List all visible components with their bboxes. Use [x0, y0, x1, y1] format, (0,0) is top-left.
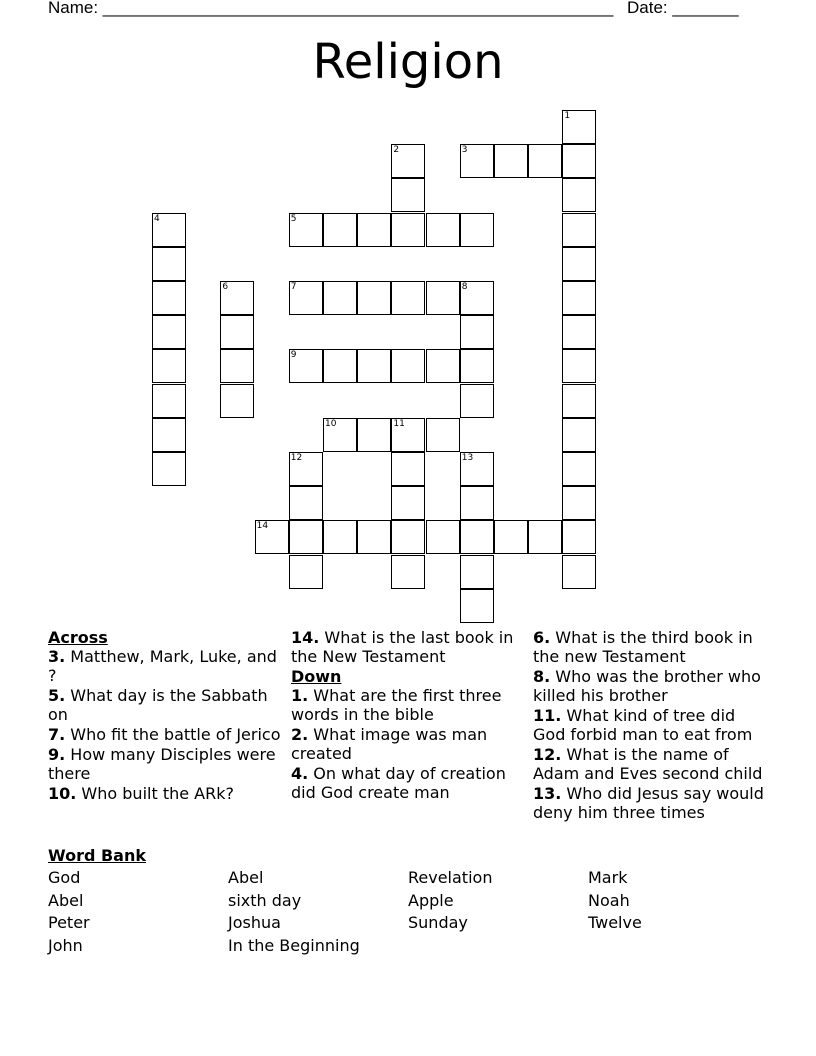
grid-cell[interactable] — [562, 520, 596, 554]
grid-cell[interactable] — [152, 315, 186, 349]
grid-cell[interactable] — [357, 213, 391, 247]
grid-cell[interactable] — [460, 315, 494, 349]
clue-number-label: 1. — [291, 686, 309, 705]
grid-cell[interactable] — [289, 555, 323, 589]
clue-number-label: 3. — [48, 647, 66, 666]
grid-cell[interactable] — [460, 555, 494, 589]
clues-column-1 — [48, 628, 284, 804]
clue-text: What is the name of Adam and Eves second child — [533, 745, 763, 783]
clue-number: 1 — [564, 111, 571, 121]
grid-cell[interactable] — [220, 384, 254, 418]
clue-text: What are the first three words in the bible — [291, 686, 502, 724]
clue-number: 11 — [393, 418, 405, 429]
grid-cell[interactable] — [391, 452, 425, 486]
clue-number: 12 — [290, 453, 303, 463]
clue-number-label: 13. — [533, 784, 562, 803]
clue-text: Who was the brother who killed his brother — [533, 667, 761, 705]
grid-cell[interactable] — [391, 520, 425, 554]
down-heading: Down — [291, 667, 342, 686]
grid-cell[interactable] — [460, 144, 494, 178]
grid-cell[interactable] — [562, 281, 596, 315]
word-bank-item: Twelve — [588, 913, 642, 933]
clue-number: 5 — [290, 213, 297, 224]
grid-cell[interactable] — [289, 349, 323, 383]
clues-column-2 — [291, 628, 527, 803]
clue-number-label: 10. — [48, 784, 77, 803]
clue-number: 8 — [461, 282, 468, 292]
clue-number-label: 2. — [291, 725, 309, 744]
date-field-label: Date: _______ — [627, 0, 739, 17]
word-bank-item: sixth day — [228, 890, 302, 910]
grid-cell[interactable] — [460, 384, 494, 418]
clue-item — [48, 686, 284, 724]
grid-cell[interactable] — [562, 555, 596, 589]
clue-item — [291, 686, 527, 724]
grid-cell[interactable] — [528, 144, 562, 178]
word-bank-item: Sunday — [408, 913, 468, 933]
clue-item — [533, 745, 769, 783]
down-clue-list-continued — [533, 628, 769, 822]
clue-number-label: 14. — [291, 628, 320, 647]
grid-cell[interactable] — [391, 418, 425, 452]
clue-text: Matthew, Mark, Luke, and ? — [48, 647, 277, 685]
word-bank-item: Joshua — [228, 913, 281, 933]
grid-cell[interactable] — [289, 281, 323, 315]
word-bank-item: In the Beginning — [228, 935, 360, 955]
clue-text: Who fit the battle of Jerico — [65, 725, 281, 744]
grid-cell[interactable] — [357, 349, 391, 383]
word-bank-item: Abel — [228, 868, 264, 887]
clue-number: 9 — [290, 350, 297, 361]
clue-text: Who did Jesus say would deny him three times — [533, 784, 764, 822]
clue-item — [533, 628, 769, 666]
grid-cell[interactable] — [152, 213, 186, 247]
clue-number-label: 12. — [533, 745, 562, 764]
clue-item — [48, 725, 284, 744]
grid-cell[interactable] — [460, 349, 494, 383]
word-bank-item: Peter — [48, 913, 90, 933]
grid-cell[interactable] — [323, 418, 357, 452]
grid-cell[interactable] — [152, 384, 186, 418]
grid-cell[interactable] — [152, 418, 186, 452]
grid-cell[interactable] — [220, 349, 254, 383]
clue-number-label: 4. — [291, 764, 309, 783]
across-clue-list-continued — [291, 628, 527, 666]
grid-cell[interactable] — [528, 520, 562, 554]
grid-cell[interactable] — [426, 349, 460, 383]
clue-item — [291, 628, 527, 666]
clue-text: What kind of tree did God forbid man to eat from — [533, 706, 753, 744]
word-bank-item: John — [48, 935, 83, 955]
clue-text: Who built the ARk? — [76, 784, 234, 803]
grid-cell[interactable] — [460, 486, 494, 520]
word-bank-item: Revelation — [408, 868, 493, 887]
across-clue-list — [48, 647, 284, 803]
grid-cell[interactable] — [220, 315, 254, 349]
name-field-label: Name: ______________________________________________________ — [48, 0, 614, 17]
down-clue-list — [291, 686, 527, 802]
grid-cell[interactable] — [323, 281, 357, 315]
grid-cell[interactable] — [494, 144, 528, 178]
clue-item — [291, 725, 527, 763]
clue-text: How many Disciples were there — [48, 745, 276, 783]
grid-cell[interactable] — [460, 520, 494, 554]
grid-cell[interactable] — [391, 349, 425, 383]
grid-cell[interactable] — [391, 178, 425, 212]
grid-cell[interactable] — [562, 349, 596, 383]
grid-cell[interactable] — [289, 520, 323, 554]
grid-cell[interactable] — [323, 520, 357, 554]
word-bank-heading: Word Bank — [48, 846, 147, 865]
grid-cell[interactable] — [562, 247, 596, 281]
word-bank-item: God — [48, 868, 81, 887]
grid-cell[interactable] — [426, 213, 460, 247]
grid-cell[interactable] — [562, 110, 596, 144]
clue-number: 7 — [290, 282, 297, 292]
grid-cell[interactable] — [426, 281, 460, 315]
grid-cell[interactable] — [562, 315, 596, 349]
grid-cell[interactable] — [323, 349, 357, 383]
clue-number: 2 — [393, 145, 400, 156]
grid-cell[interactable] — [255, 520, 289, 554]
clue-item — [533, 667, 769, 705]
word-bank-item: Noah — [588, 890, 630, 910]
grid-cell[interactable] — [391, 486, 425, 520]
grid-cell[interactable] — [152, 349, 186, 383]
clue-text: On what day of creation did God create man — [291, 764, 506, 802]
grid-cell[interactable] — [460, 589, 494, 623]
grid-cell[interactable] — [357, 418, 391, 452]
clue-number: 3 — [461, 145, 468, 156]
grid-cell[interactable] — [460, 213, 494, 247]
grid-cell[interactable] — [562, 178, 596, 212]
grid-cell[interactable] — [357, 520, 391, 554]
grid-cell[interactable] — [494, 520, 528, 554]
clue-number-label: 6. — [533, 628, 551, 647]
clue-item — [533, 784, 769, 822]
grid-cell[interactable] — [426, 418, 460, 452]
clue-item — [48, 745, 284, 783]
clue-number-label: 8. — [533, 667, 551, 686]
grid-cell[interactable] — [562, 384, 596, 418]
clue-number: 4 — [154, 213, 160, 224]
grid-cell[interactable] — [152, 452, 186, 486]
clue-text: What is the third book in the new Testament — [533, 628, 753, 666]
clue-number-label: 7. — [48, 725, 66, 744]
grid-cell[interactable] — [562, 486, 596, 520]
word-bank-item: Abel — [48, 890, 84, 910]
clue-number-label: 5. — [48, 686, 66, 705]
grid-cell[interactable] — [426, 520, 460, 554]
grid-cell[interactable] — [391, 213, 425, 247]
grid-cell[interactable] — [562, 418, 596, 452]
grid-cell[interactable] — [562, 144, 596, 178]
grid-cell[interactable] — [152, 247, 186, 281]
clue-item — [533, 706, 769, 744]
clue-number-label: 9. — [48, 745, 66, 764]
clue-item — [291, 764, 527, 802]
clue-number: 14 — [256, 521, 269, 532]
grid-cell[interactable] — [289, 452, 323, 486]
grid-cell[interactable] — [323, 213, 357, 247]
grid-cell[interactable] — [391, 281, 425, 315]
grid-cell[interactable] — [391, 555, 425, 589]
grid-cell[interactable] — [391, 144, 425, 178]
grid-cell[interactable] — [562, 213, 596, 247]
clue-number: 13 — [461, 453, 474, 463]
grid-cell[interactable] — [289, 213, 323, 247]
clue-text: What image was man created — [291, 725, 488, 763]
word-bank-item: Mark — [588, 868, 628, 887]
page-title: Religion — [312, 34, 504, 90]
clue-text: What is the last book in the New Testament — [291, 628, 514, 666]
clue-number-label: 11. — [533, 706, 562, 725]
grid-cell[interactable] — [460, 281, 494, 315]
grid-cell[interactable] — [220, 281, 254, 315]
grid-cell[interactable] — [152, 281, 186, 315]
clues-column-3 — [533, 628, 769, 823]
clue-text: What day is the Sabbath on — [48, 686, 268, 724]
clue-item — [48, 647, 284, 685]
grid-cell[interactable] — [289, 486, 323, 520]
clue-number: 10 — [325, 418, 337, 429]
grid-cell[interactable] — [460, 452, 494, 486]
clue-item — [48, 784, 284, 803]
clue-number: 6 — [222, 282, 229, 292]
grid-cell[interactable] — [562, 452, 596, 486]
word-bank-item: Apple — [408, 890, 454, 910]
across-heading: Across — [48, 628, 108, 647]
grid-cell[interactable] — [357, 281, 391, 315]
